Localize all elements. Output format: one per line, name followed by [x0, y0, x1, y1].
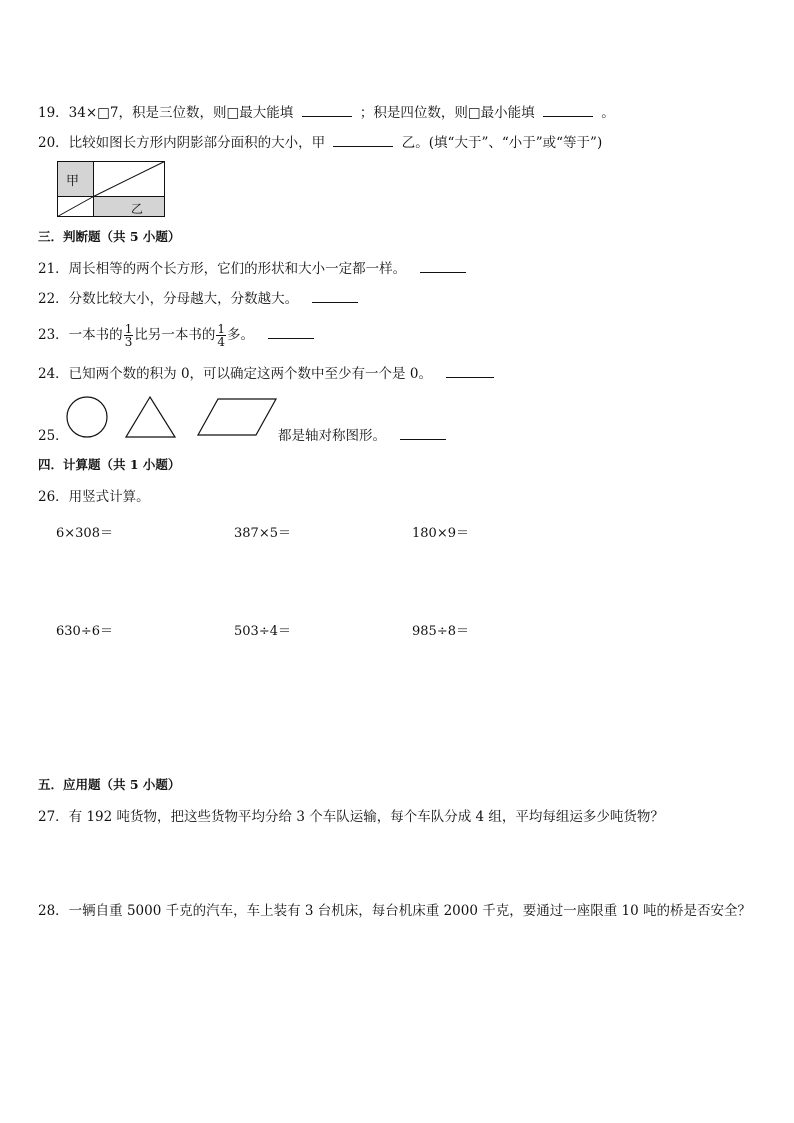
question-24 — [38, 365, 494, 383]
question-21 — [38, 260, 466, 278]
diagonal-top — [94, 162, 165, 197]
region-yi — [94, 197, 165, 217]
q23-fraction-1 — [124, 323, 134, 348]
section-4-title: 四．计算题（共 1 小题） — [38, 457, 181, 472]
triangle-shape — [126, 397, 175, 437]
q23-frac1-numerator: 1 — [124, 322, 133, 336]
label-jia: 甲 — [66, 174, 80, 189]
q24-answer-blank[interactable] — [446, 365, 494, 378]
q24-text: 24．已知两个数的积为 0，可以确定这两个数中至少有一个是 0。 — [38, 366, 432, 382]
calc-2: 387×5＝ — [234, 526, 291, 541]
q23-text-a: 23．一本书的 — [38, 327, 123, 343]
q19-answer-blank-2[interactable] — [543, 104, 593, 117]
q19-answer-blank-1[interactable] — [302, 104, 352, 117]
q23-frac2-numerator: 1 — [217, 322, 225, 336]
question-20 — [38, 134, 602, 152]
question-28: 28．一辆自重 5000 千克的汽车，车上装有 3 台机床，每台机床重 2000 千克，要通过一座限重 10 吨的桥是否安全？ — [38, 903, 751, 919]
calc-4: 630÷6＝ — [56, 624, 113, 639]
section-3-title: 三．判断题（共 5 小题） — [38, 229, 181, 244]
q21-text: 21．周长相等的两个长方形，它们的形状和大小一定都一样。 — [38, 261, 407, 277]
question-25-number: 25． — [38, 428, 69, 444]
q23-fraction-2 — [216, 323, 226, 348]
q22-answer-blank[interactable] — [312, 290, 358, 303]
q23-frac2-denominator: 4 — [217, 335, 225, 349]
q19-text-c: 。 — [601, 105, 615, 121]
question-27: 27．有 192 吨货物，把这些货物平均分给 3 个车队运输，每个车队分成 4 组，平均每组运多少吨货物？ — [38, 809, 664, 825]
q20-answer-blank[interactable] — [333, 134, 393, 147]
q23-text-b: 比另一本书的 — [134, 327, 216, 343]
calc-1: 6×308＝ — [56, 526, 113, 541]
q20-rectangle-figure — [57, 161, 165, 217]
q25-text: 都是轴对称图形。 — [278, 428, 386, 444]
parallelogram-shape — [198, 399, 276, 435]
circle-shape — [67, 397, 107, 437]
label-yi: 乙 — [131, 202, 144, 216]
q19-text-a: 19．34×□7，积是三位数，则□最大能填 — [38, 105, 294, 121]
section-5-title: 五．应用题（共 5 小题） — [38, 777, 181, 792]
q25-shapes — [64, 396, 279, 440]
q25-answer-blank[interactable] — [400, 427, 446, 440]
q21-answer-blank[interactable] — [420, 260, 466, 273]
q20-text-b: 乙。(填“大于”、“小于”或“等于”) — [401, 135, 603, 151]
q23-answer-blank[interactable] — [268, 326, 314, 339]
question-25-text — [278, 427, 446, 445]
diagonal-bottom — [58, 197, 94, 217]
calc-3: 180×9＝ — [412, 526, 469, 541]
question-22 — [38, 290, 358, 308]
question-23 — [38, 322, 314, 348]
question-19 — [38, 104, 615, 122]
q22-text: 22．分数比较大小，分母越大，分数越大。 — [38, 291, 299, 307]
q20-text-a: 20．比较如图长方形内阴影部分面积的大小，甲 — [38, 135, 326, 151]
calc-6: 985÷8＝ — [412, 624, 469, 639]
q23-text-c: 多。 — [226, 327, 254, 343]
question-26: 26．用竖式计算。 — [38, 489, 150, 505]
q23-frac1-denominator: 3 — [124, 335, 133, 349]
calc-5: 503÷4＝ — [234, 624, 291, 639]
q19-text-b: ；积是四位数，则□最小能填 — [359, 105, 535, 121]
